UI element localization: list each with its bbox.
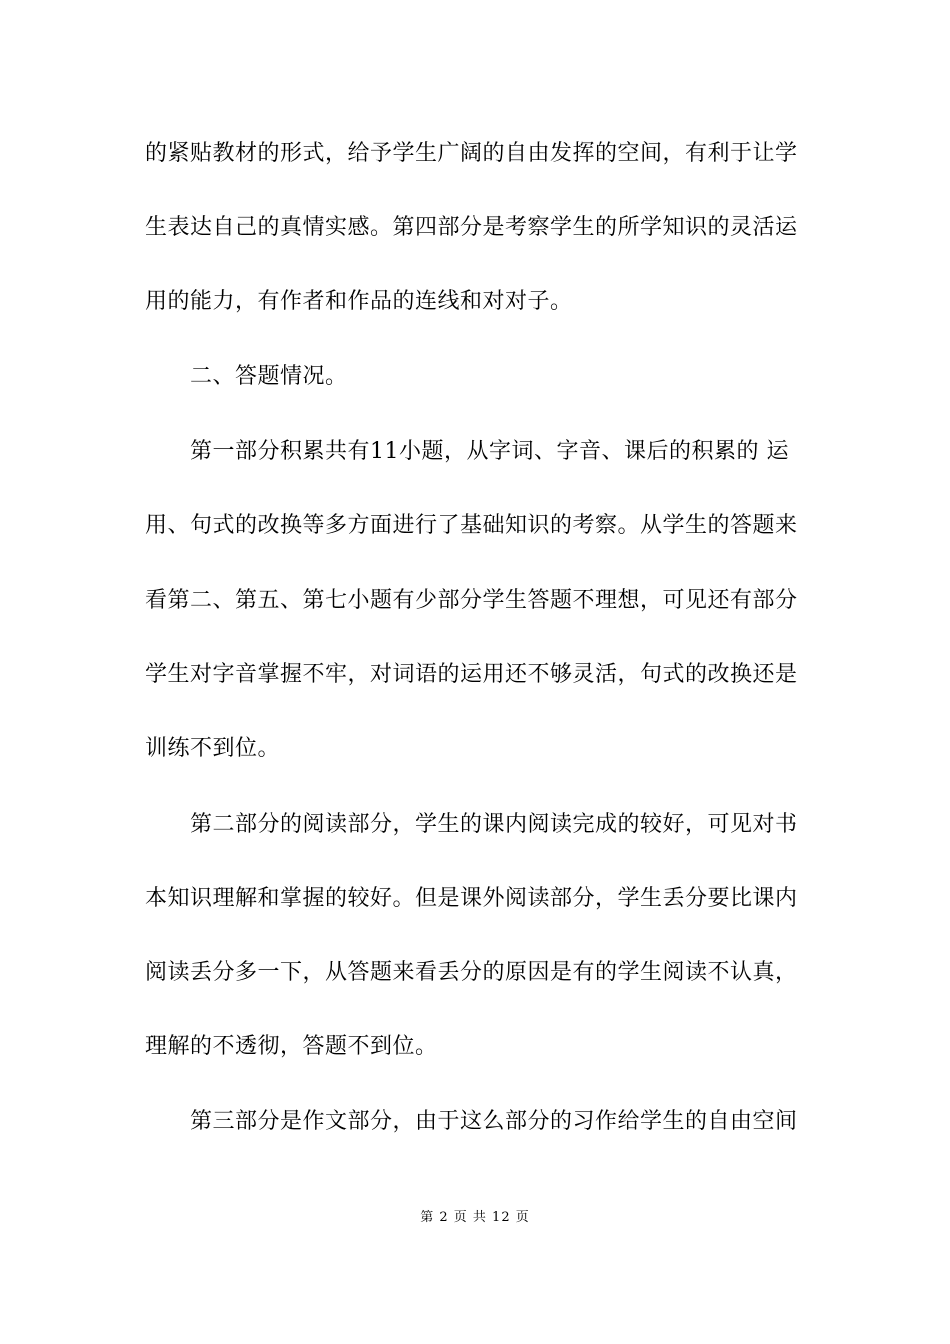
paragraph-line: 学生对字音掌握不牢，对词语的运用还不够灵活，句式的改换还是 — [145, 662, 798, 687]
paragraph-line: 理解的不透彻，答题不到位。 — [145, 1034, 438, 1059]
paragraph-line: 的紧贴教材的形式，给予学生广阔的自由发挥的空间，有利于让学 — [145, 141, 798, 166]
page-number-footer: 第 2 页 共 12 页 — [420, 1210, 530, 1225]
paragraph-line: 本知识理解和掌握的较好。但是课外阅读部分，学生丢分要比课内 — [145, 886, 798, 911]
paragraph-line: 训练不到位。 — [145, 736, 281, 761]
paragraph-line: 用、句式的改换等多方面进行了基础知识的考察。从学生的答题来 — [145, 513, 798, 538]
paragraph-line: 看第二、第五、第七小题有少部分学生答题不理想，可见还有部分 — [145, 588, 798, 613]
section-heading: 二、答题情况。 — [190, 364, 348, 389]
paragraph-line: 第二部分的阅读部分，学生的课内阅读完成的较好，可见对书 — [190, 812, 798, 837]
paragraph-line: 第一部分积累共有11小题，从字词、字音、课后的积累的 运 — [190, 439, 789, 464]
paragraph-line: 用的能力，有作者和作品的连线和对对子。 — [145, 289, 573, 314]
paragraph-line: 第三部分是作文部分，由于这么部分的习作给学生的自由空间 — [190, 1109, 798, 1134]
paragraph-line: 阅读丢分多一下，从答题来看丢分的原因是有的学生阅读不认真， — [145, 960, 798, 985]
paragraph-line: 生表达自己的真情实感。第四部分是考察学生的所学知识的灵活运 — [145, 215, 798, 240]
